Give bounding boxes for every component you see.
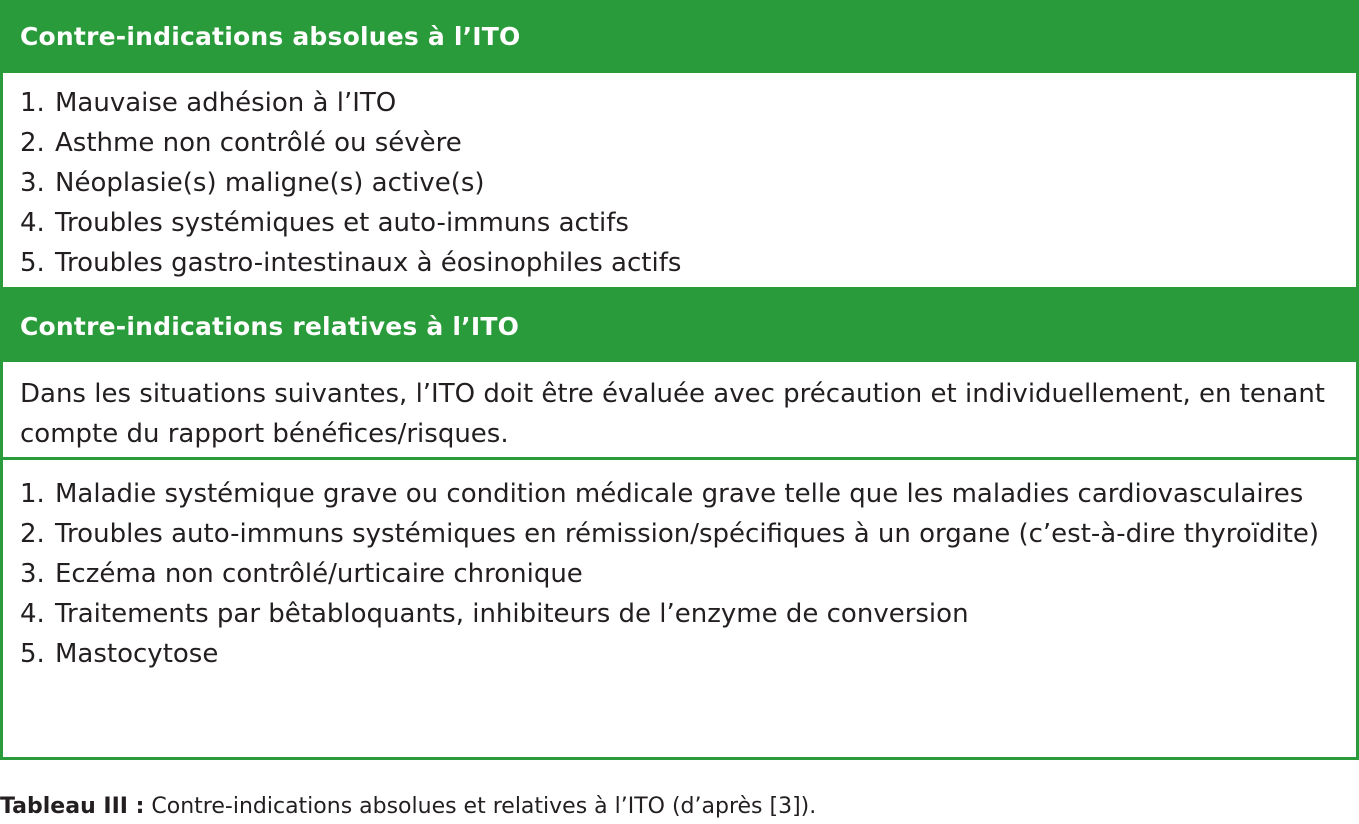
relative-intro: Dans les situations suivantes, l’ITO doit être évaluée avec précaution et individuellement, en tenant compte du rapport bénéfices/risques. <box>20 379 1326 449</box>
caption-label: Tableau III : <box>0 794 145 819</box>
relative-list-box <box>0 457 1359 760</box>
list-item: 5. Troubles gastro-intestinaux à éosinophiles actifs <box>20 248 682 278</box>
list-item: 1. Mauvaise adhésion à l’ITO <box>20 88 397 118</box>
relative-intro-box <box>0 362 1359 460</box>
relative-header <box>0 290 1359 362</box>
caption-text: Contre-indications absolues et relatives à l’ITO (d’après [3]). <box>144 794 817 819</box>
list-item: 2. Troubles auto-immuns systémiques en rémission/spécifiques à un organe (c’est-à-dire thyroïdite) <box>20 519 1320 549</box>
absolute-header <box>0 0 1359 73</box>
list-item: 4. Traitements par bêtabloquants, inhibiteurs de l’enzyme de conversion <box>20 599 969 629</box>
absolute-title: Contre-indications absolues à l’ITO <box>20 22 521 51</box>
relative-list <box>3 474 1356 674</box>
list-item: 4. Troubles systémiques et auto-immuns actifs <box>20 208 629 238</box>
relative-title: Contre-indications relatives à l’ITO <box>20 311 520 341</box>
list-item: 5. Mastocytose <box>20 639 219 669</box>
list-item: 1. Maladie systémique grave ou condition médicale grave telle que les maladies cardiovasculaires <box>20 479 1304 509</box>
list-item: 2. Asthme non contrôlé ou sévère <box>20 128 462 158</box>
list-item: 3. Eczéma non contrôlé/urticaire chronique <box>20 559 583 589</box>
list-item: 3. Néoplasie(s) maligne(s) active(s) <box>20 168 485 198</box>
absolute-list-box <box>0 73 1359 290</box>
absolute-list <box>3 83 1356 283</box>
table-caption <box>0 792 816 822</box>
